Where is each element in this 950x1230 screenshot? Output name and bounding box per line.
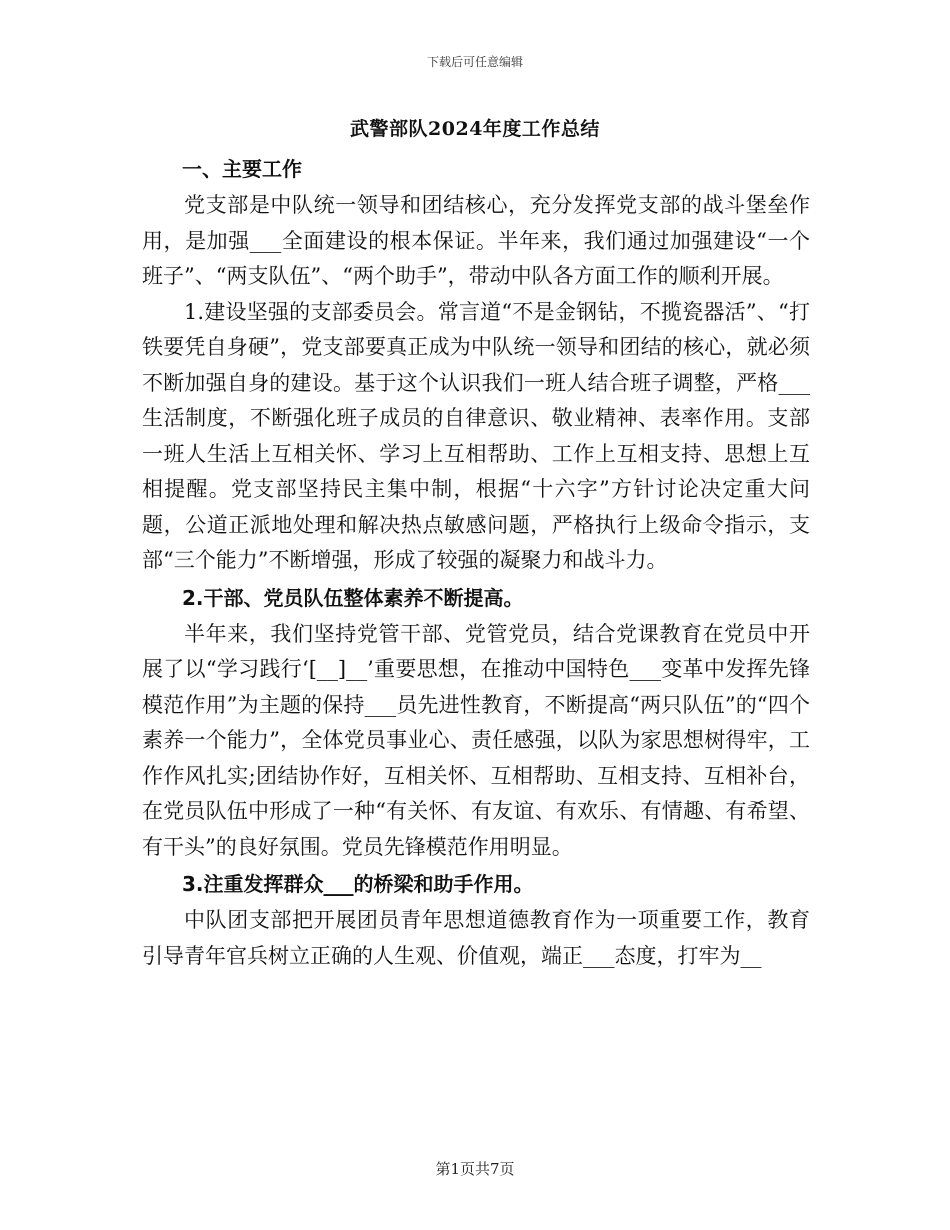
paragraph-branch-committee: 1.建设坚强的支部委员会。常言道“不是金钢钻，不揽瓷器活”、“打铁要凭自身硬”，党支部要真正成为中队统一领导和团结的核心，就必须不断加强自身的建设。基于这个认识我们一班人结合班子调整，严格___生活制度，不断强化班子成员的自律意识、敬业精神、表率作用。支部一班人生活上互相关怀、学习上互相帮助、工作上互相支持、思想上互相提醒。党支部坚持民主集中制，根据“十六字”方针讨论决定重大问题，公道正派地处理和解决热点敏感问题，严格执行上级命令指示，支部“三个能力”不断增强，形成了较强的凝聚力和战斗力。 [142, 299, 810, 572]
section-heading-main-work: 一、主要工作 [182, 157, 302, 181]
subheading-mass-bridge: 3.注重发挥群众___的桥梁和助手作用。 [182, 872, 534, 896]
document-body [142, 150, 810, 974]
document-title: 武警部队2024年度工作总结 [350, 118, 600, 140]
paragraph-cadre-quality: 半年来，我们坚持党管干部、党管党员，结合党课教育在党员中开展了以“学习践行‘[__]__’重要思想，在推动中国特色___变革中发挥先锋模范作用”为主题的保持___员先进性教育，不断提高“两只队伍”的“四个素养一个能力”，全体党员事业心、责任感强，以队为家思想树得牢，工作作风扎实;团结协作好，互相关怀、互相帮助、互相支持、互相补台，在党员队伍中形成了一种“有关怀、有友谊、有欢乐、有情趣、有希望、有干头”的良好氛围。党员先锋模范作用明显。 [142, 621, 810, 859]
header-note: 下载后可任意编辑 [426, 55, 523, 69]
paragraph-youth-league: 中队团支部把开展团员青年思想道德教育作为一项重要工作，教育引导青年官兵树立正确的人生观、价值观，端正___态度，打牢为__ [142, 908, 810, 968]
page-number: 第1页共7页 [435, 1160, 515, 1178]
subheading-cadre-quality: 2.干部、党员队伍整体素养不断提高。 [182, 585, 524, 610]
paragraph-party-branch-intro: 党支部是中队统一领导和团结核心，充分发挥党支部的战斗堡垒作用，是加强___全面建设的根本保证。半年来，我们通过加强建设“一个班子”、“两支队伍”、“两个助手”，带动中队各方面工作的顺利开展。 [142, 193, 810, 288]
